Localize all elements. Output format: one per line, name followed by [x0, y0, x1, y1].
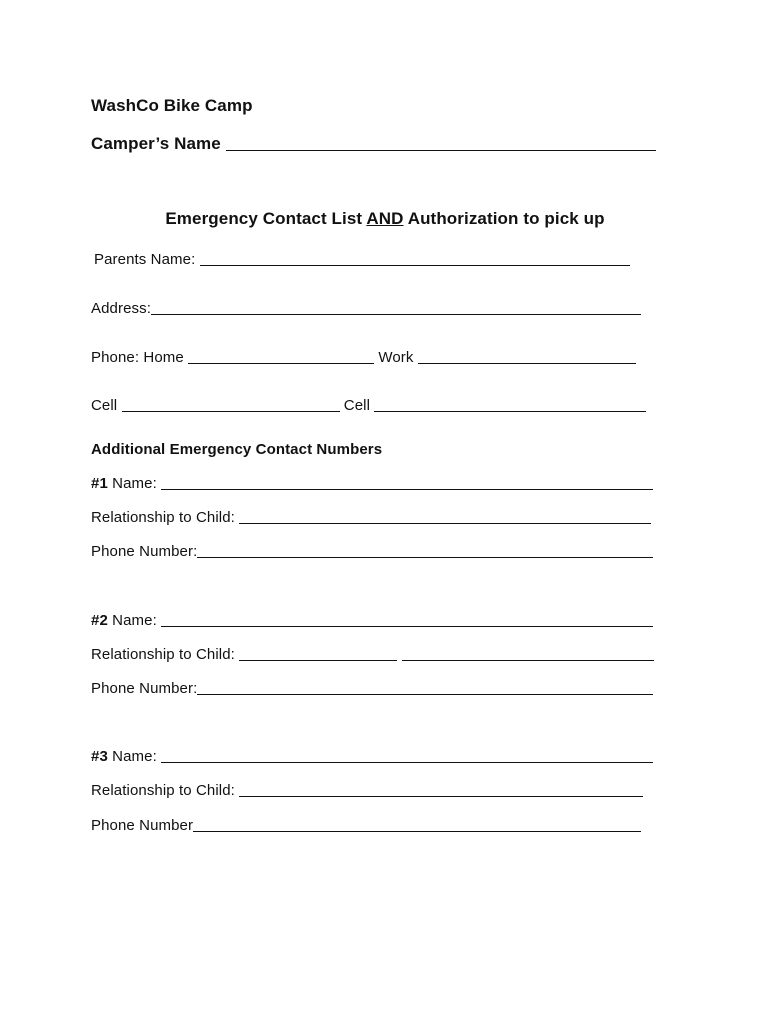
contact-3-relationship-row [91, 782, 643, 799]
contact-3-phone-label: Phone Number [91, 817, 194, 834]
contact-2-relationship-blank-1[interactable] [239, 646, 397, 661]
parents-name-row [94, 251, 630, 268]
phone-work-blank[interactable] [418, 349, 636, 364]
phone-home-label: Phone: Home [91, 349, 189, 366]
cell-row [91, 397, 646, 414]
document-title: WashCo Bike Camp [91, 96, 253, 115]
contact-3-relationship-blank[interactable] [239, 782, 643, 797]
contact-2-phone-row [91, 680, 653, 697]
contact-3-name-label: Name: [107, 748, 162, 765]
campers-name-label: Camper’s Name [91, 134, 221, 153]
contact-2-name-row [91, 612, 653, 629]
contact-1-number: #1 [91, 475, 108, 492]
contact-2-phone-label: Phone Number: [91, 680, 198, 697]
contact-1-name-blank[interactable] [161, 475, 653, 490]
contact-3-phone-row [91, 817, 641, 834]
contact-1-relationship-blank[interactable] [239, 509, 651, 524]
contact-1-phone-blank[interactable] [197, 543, 653, 558]
additional-contacts-heading: Additional Emergency Contact Numbers [91, 441, 383, 458]
cell-label-1: Cell [91, 397, 122, 414]
phone-home-blank[interactable] [188, 349, 374, 364]
contact-1-name-label: Name: [107, 475, 162, 492]
contact-2-relationship-blank-2[interactable] [402, 646, 654, 661]
cell-blank-1[interactable] [122, 397, 340, 412]
cell-blank-2[interactable] [374, 397, 646, 412]
contact-2-phone-blank[interactable] [197, 680, 653, 695]
cell-label-2: Cell [339, 397, 375, 414]
parents-name-label: Parents Name: [94, 251, 200, 268]
campers-name-row [91, 134, 656, 154]
phone-work-label: Work [374, 349, 418, 366]
contact-3-name-blank[interactable] [161, 748, 653, 763]
section-heading [0, 209, 770, 229]
contact-3-number: #3 [91, 748, 108, 765]
contact-3-name-row [91, 748, 653, 765]
contact-1-phone-row [91, 543, 653, 560]
campers-name-blank[interactable] [226, 136, 656, 151]
contact-1-relationship-label: Relationship to Child: [91, 509, 240, 526]
parents-name-blank[interactable] [200, 251, 630, 266]
contact-2-name-label: Name: [107, 612, 162, 629]
contact-2-name-blank[interactable] [161, 612, 653, 627]
section-heading-part1: Emergency Contact List [165, 209, 367, 228]
section-heading-and: AND [366, 209, 404, 228]
contact-1-phone-label: Phone Number: [91, 543, 198, 560]
contact-1-name-row [91, 475, 653, 492]
contact-1-relationship-row [91, 509, 651, 526]
address-blank[interactable] [151, 300, 641, 315]
section-heading-part3: Authorization to pick up [403, 209, 605, 228]
address-row [91, 300, 641, 317]
contact-3-phone-blank[interactable] [193, 817, 641, 832]
contact-3-relationship-label: Relationship to Child: [91, 782, 240, 799]
address-label: Address: [91, 300, 151, 317]
contact-2-relationship-label: Relationship to Child: [91, 646, 240, 663]
phone-row [91, 349, 636, 366]
contact-2-relationship-row [91, 646, 654, 663]
contact-2-number: #2 [91, 612, 108, 629]
